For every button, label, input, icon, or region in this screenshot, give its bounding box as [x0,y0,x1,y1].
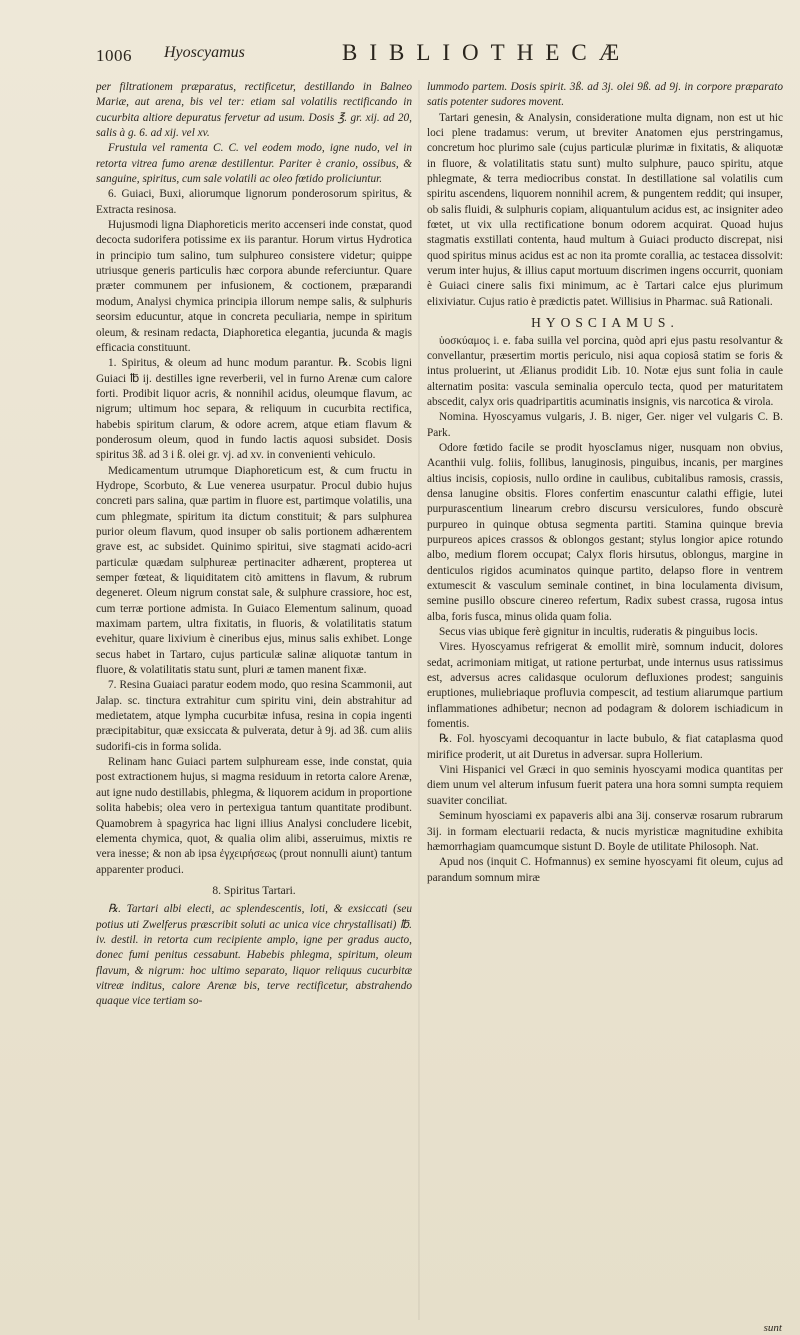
right-column [427,80,783,1320]
paragraph: per filtrationem præparatus, rectificetur, destillando in Balneo Mariæ, aut arena, bis vel ter: etiam sal volatilis rectificando in cucurbita altiore depuratus fervetur ad usum. Dosis ℥. gr. xij. ad 20, salis à g. 6. ad xij. vel xv. [96,81,412,140]
paragraph: 6. Guiaci, Buxi, aliorumque lignorum ponderosorum spiritus, & Extracta resinosa. [96,188,412,216]
page-header [96,26,786,66]
paragraph: 1. Spiritus, & oleum ad hunc modum parantur. ℞. Scobis ligni Guiaci ℔ ij. destilles igne reverberii, vel in furno Arenæ cum calore forti. Prodibit liquor acris, & nonnihil acidus, oleumque flavum, ac nigrum; ultimum hoc separa, & reliquum in cucurbita rectifica, habebis spiritum clarum, & odore acrem, atque etiam flavum & ponderosum oleum, quod in fundo lactis aquosi subsidet. Dosis spiritus 3ß. ad 3 i ß. olei gr. vj. ad xv. in convenienti vehiculo. [96,357,412,462]
paragraph: Hujusmodi ligna Diaphoreticis merito accenseri inde constat, quod decocta sudorifera potissime ex iis parantur. Horum virtus Hydrotica in principio tum salino, tum sulphureo consistere videtur; quippe utriusque generis particulis hæc corpora abunde referciuntur. Quare præter communem per infusionem, & coctionem, præparandi modum, Analysi chymica principia illorum nempe salis, & sulphuris seorsim educuntur, atque in concreta peculiaria, nempe in spiritum oleum, & resinam redacta, Diaphoretica elegantia, jucunda & magis efficacia constituunt. [96,219,412,354]
section-subtitle: 8. Spiritus Tartari. [212,884,296,897]
running-head: Hyoscyamus [164,44,245,61]
page-number: 1006 [96,46,132,65]
section-title: HYOSCIAMUS. [531,315,679,331]
paragraph: 7. Resina Guaiaci paratur eodem modo, quo resina Scammonii, aut Jalap. sc. tinctura extrahitur cum spiritu vini, dein abstrahitur ad medietatem, atque lympha cucurbitæ infusa, resina in copia ingenti præcipitabitur, quæ exsiccata & pulverata, detur à 9j. ad 3ß. cum aliis sudorifi-cis in forma solida. [96,679,412,753]
paragraph: Vires. Hyoscyamus refrigerat & emollit mirè, somnum inducit, dolores sedat, acrimoniam mitigat, ut ratione perturbat, unde internus usus ratissimus est, adversus acres calidasque oculorum defluxiones prodest; sanguinis eruptiones, muliebriaque profluvia compescit, ad testium aliarumque partium inflammationes adhibetur; necnon ad podagram & dolorem ischiadicum in fomentis. [427,641,783,731]
paragraph: ὑοσκύαμος i. e. faba suilla vel porcina, quòd apri ejus pastu resolvantur & convellantur, præsertim mortis periculo, nisi aqua copiosâ statim se foris & intus proluerint, ut Ælianus prodidit Lib. 10. Notæ ejus sunt folia in caule alternatim posita: vascula seminalia operculo tecta, quod per maturitatem abscedit, calyx oris quadripartitis acuminatis insignis, vis narcotica & virola. [427,334,783,408]
book-title: BIBLIOTHECÆ [342,40,632,65]
paragraph: Seminum hyosciami ex papaveris albi ana 3ij. conservæ rosarum rubrarum 3ij. in formam electuarii redacta, & nucis myristicæ magnitudine exhibita hæmorrhagiam quamcumque sistunt D. Boyle de utilitate Philosoph. Nat. [427,810,783,853]
paragraph: Medicamentum utrumque Diaphoreticum est, & cum fructu in Hydrope, Scorbuto, & Lue venerea usurpatur. Procul dubio hujus concreti pars salina, quæ partim in fluore est, partimque volatilis, una cum phlegmate, spiritum ita dictum constituit; & pars sulphurea purior oleum flavum, quod insuper ob salis portionem adhærentem grave est, ac subsidet. Quinimo spiritui, sive stagmati acido-acri particulæ quædam sulphureæ pertinaciter adhærent, propterea ut semper fœteat, & liquiditatem citò amittens in flavum, & rubrum degeneret. Oleum nigrum constat sale, & sulphure crassiore, hoc est, cum terræ portione admista. In Guiaco Elementum salinum, quoad maximam partem, ultra fixitatis, in fluoris, & volatilitatis statum evehitur, quare lixivium è cineribus ejus, minus salis exhibet. Longe secus habet in Tartaro, cujus particulæ salinæ aliquotæ tantum in fluore, & volatilitatis statu sunt, pluri æ tamen manent fixæ. [96,464,412,677]
catchword: sunt [763,1322,782,1334]
paragraph: Secus vias ubique ferè gignitur in incultis, ruderatis & pinguibus locis. [439,626,758,639]
left-column [96,80,412,1100]
paragraph: Vini Hispanici vel Græci in quo seminis hyoscyami modica quantitas per diem unum vel alterum infusum fuerit patera una hora somni sumpta requiem suaviter conciliat. [427,764,783,807]
paragraph: lummodo partem. Dosis spirit. 3ß. ad 3j. olei 9ß. ad 9j. in corpore præparato satis potenter sudores movent. [427,81,783,109]
paragraph: Relinam hanc Guiaci partem sulphuream esse, inde constat, quia post extractionem hujus, si magma residuum in retorta calore Arenæ, aut igne nudo destillabis, phlegma, & liquorem acidum in proportione solita habebis; olea vero in pertexigua tantum quantitate prodibunt. Quamobrem à spagyrica hac ligni illius Analysi concludere licebit, elementa chymica, quot, & qualia olim alibi, asseruimus, mixtis re vera inesse; & non ab ipsa ἐγχειρήσεως (prout nonnulli aiunt) tantum apparenter produci. [96,756,412,876]
paragraph: ℞. Fol. hyoscyami decoquantur in lacte bubulo, & fiat cataplasma quod mirifice proderit, ut ait Duretus in adversar. supra Hollerium. [427,733,783,761]
column-gutter [418,80,420,1320]
paragraph: Apud nos (inquit C. Hofmannus) ex semine hyoscyami fit oleum, cujus ad parandum somnum miræ [427,856,783,884]
paragraph: Tartari genesin, & Analysin, consideratione multa dignam, non est ut hic loci plene tradamus: verum, ut breviter Anatomen ejus perstringamus, concretum hoc plurimo sale (cujus particulæ plurimæ in fixitatis, & aliquotæ in fluore, & volatilitatis statu sunt) multo sulphure, pauco spiritu, atque phlegmate, & terra mediocribus constat. In destillatione sal volatilis cum spiritu ascendens, liquorem nonnihil acrem, & pungentem reddit; qui insuper, ob salis fluidi, & sulphuris copiam, aliquantulum acidus est, ac insigniter adeo fœtet, ut vix ulla rectificatione bonum odorem acquirat. Quoad hujus stagmatis exstillati contenta, haud multum à Guiaci producto discrepat, nisi quod spiritus minus acidus est ac non ita promte corallia, ac testacea dissolvit: verum inter hujus, & illius caput mortuum discrimen ingens occurrit, quoniam è Guiaci cinere salis fixi minimum, ac è Tartari calce ejus plurimum elixiviatur. Cujus ratio è prædictis patet. Willisius in Pharmac. suâ Rationali. [427,111,783,308]
paragraph: Nomina. Hyoscyamus vulgaris, J. B. niger, Ger. niger vel vulgaris C. B. Park. [427,411,783,439]
paragraph: ℞. Tartari albi electi, ac splendescentis, loti, & exsiccati (seu potius uti Zwelferus præscribit soluti ac unica vice chrystallisati) ℔. iv. destil. in retorta cum recipiente amplo, igne per gradus aucto, donec fumi penitus cessabunt. Habebis phlegma, spiritum, oleum flavum, & nigrum: hoc ultimo separato, liquor reliquus cucurbitæ vitreæ inditus, calore Arenæ bis, terve rectificetur, abstrahendo quaque vice tertiam so- [96,903,412,1008]
paragraph: Frustula vel ramenta C. C. vel eodem modo, igne nudo, vel in retorta vitrea fumo arenæ destillentur. Pariter è cranio, ossibus, & sanguine, spiritus, cum sale volatili ac oleo fœtido proliciuntur. [96,142,412,186]
paragraph: Odore fœtido facile se prodit hyoscIamus niger, nusquam non obvius, Acanthii vulg. foliis, follibus, lanuginosis, pinguibus, incanis, per margines altius incisis, copiosis, nullo ordine in caulibus, cubitalibus ramosis, crassis, densa lanugine obsitis. Flores confertim enascuntur calathi effigie, lutei purpurascentium linearum crebro discursu versiculores, fundo obscurè purpureo in quinque obtusa segmenta partiti. Stamina quinque brevia purpureos apices crassos & oblongos gestant; stylus longior apice rotundo albo, medium florem occupat; Calyx floris hirsutus, oblongus, margine in denticulos rigidos acuminatos quinque partito, delapso flore in ventrem extumescit & vasculum seminale continet, in bina loculamenta divisum, semine pusillo obscure cinereo refertum, Radix subest crassa, rugosa intus alba, foris fusca, minus olida quam folia. [427,441,783,623]
